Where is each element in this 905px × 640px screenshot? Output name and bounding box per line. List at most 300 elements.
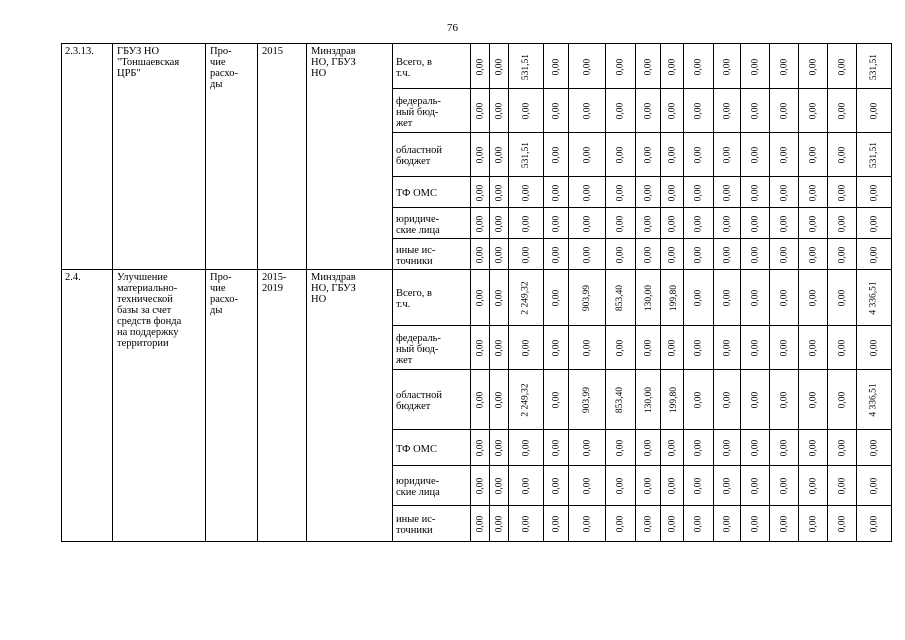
- value-text: 0,00: [494, 477, 504, 495]
- value-cell: [471, 208, 490, 239]
- value-cell: [799, 506, 828, 542]
- value-text: 0,00: [494, 215, 504, 232]
- value-text: 0,00: [808, 58, 818, 75]
- row-name: ГБУЗ НО "Тоншаевская ЦРБ": [113, 44, 206, 270]
- value-cell: [569, 133, 606, 177]
- value-text: 0,00: [722, 515, 732, 533]
- value-cell: [544, 270, 569, 326]
- value-text: 0,00: [808, 391, 818, 409]
- value-cell: [471, 177, 490, 208]
- value-cell: [857, 466, 892, 506]
- value-cell: [828, 89, 857, 133]
- value-cell: [606, 177, 636, 208]
- value-text: 0,00: [869, 102, 879, 120]
- value-text: 853,40: [615, 284, 626, 312]
- row-executor: Минздрав НО, ГБУЗ НО: [307, 44, 393, 270]
- value-text: 531,51: [521, 53, 531, 80]
- value-cell: [684, 177, 714, 208]
- value-text: 0,00: [779, 58, 789, 75]
- value-cell: [471, 133, 490, 177]
- funding-source-label: Всего, в т.ч.: [393, 270, 471, 326]
- value-text: 0,00: [693, 58, 704, 75]
- value-cell: [569, 370, 606, 430]
- value-text: 0,00: [475, 391, 485, 409]
- value-cell: [606, 326, 636, 370]
- value-cell: [857, 44, 892, 89]
- value-text: 0,00: [693, 515, 704, 533]
- value-text: 0,00: [722, 102, 732, 120]
- value-text: 0,00: [722, 391, 732, 409]
- value-cell: [606, 430, 636, 466]
- value-text: 853,40: [615, 386, 626, 414]
- funding-source-label: юридиче- ские лица: [393, 466, 471, 506]
- value-cell: [741, 370, 770, 430]
- value-text: 0,00: [667, 439, 677, 457]
- value-text: 0,00: [643, 515, 653, 533]
- value-cell: [684, 239, 714, 270]
- value-text: 0,00: [808, 439, 818, 457]
- value-cell: [544, 89, 569, 133]
- value-text: 0,00: [750, 58, 760, 75]
- value-cell: [799, 44, 828, 89]
- value-text: 0,00: [779, 477, 789, 495]
- value-text: 130,00: [644, 386, 655, 414]
- value-text: 0,00: [551, 289, 561, 307]
- value-cell: [714, 506, 741, 542]
- value-text: 0,00: [667, 184, 677, 201]
- value-text: 0,00: [615, 102, 626, 120]
- value-text: 0,00: [551, 58, 561, 75]
- funding-source-label: иные ис- точники: [393, 239, 471, 270]
- value-cell: [828, 239, 857, 270]
- value-text: 0,00: [643, 58, 653, 75]
- value-text: 0,00: [582, 339, 592, 357]
- value-text: 0,00: [750, 215, 760, 232]
- value-cell: [471, 430, 490, 466]
- value-cell: [828, 270, 857, 326]
- value-cell: [636, 44, 661, 89]
- value-text: 903,99: [582, 284, 592, 312]
- value-text: 4 336,51: [869, 281, 879, 315]
- value-text: 0,00: [722, 289, 732, 307]
- value-cell: [569, 89, 606, 133]
- value-text: 0,00: [643, 146, 653, 164]
- value-cell: [714, 466, 741, 506]
- value-text: 0,00: [837, 146, 847, 164]
- value-cell: [799, 270, 828, 326]
- value-text: 0,00: [779, 184, 789, 201]
- funding-source-label: юридиче- ские лица: [393, 208, 471, 239]
- value-cell: [770, 326, 799, 370]
- budget-table: [61, 43, 892, 542]
- value-cell: [857, 239, 892, 270]
- value-cell: [569, 239, 606, 270]
- value-cell: [741, 89, 770, 133]
- expense-type: Про- чие расхо- ды: [206, 44, 258, 270]
- value-cell: [661, 466, 684, 506]
- value-cell: [661, 208, 684, 239]
- value-cell: [770, 177, 799, 208]
- value-text: 0,00: [551, 339, 561, 357]
- value-text: 0,00: [643, 102, 653, 120]
- value-cell: [661, 326, 684, 370]
- value-text: 4 336,51: [869, 383, 879, 417]
- value-cell: [770, 44, 799, 89]
- value-text: 0,00: [582, 102, 592, 120]
- value-text: 0,00: [643, 339, 653, 357]
- value-text: 0,00: [494, 102, 504, 120]
- value-text: 0,00: [667, 215, 677, 232]
- value-cell: [544, 466, 569, 506]
- value-cell: [799, 239, 828, 270]
- value-text: 0,00: [837, 391, 847, 409]
- value-cell: [661, 44, 684, 89]
- value-cell: [606, 270, 636, 326]
- value-text: 0,00: [667, 102, 677, 120]
- value-cell: [569, 430, 606, 466]
- value-cell: [857, 133, 892, 177]
- value-text: 0,00: [693, 102, 704, 120]
- value-cell: [661, 370, 684, 430]
- value-text: 0,00: [521, 215, 531, 232]
- value-cell: [490, 466, 509, 506]
- value-text: 199,80: [669, 386, 680, 414]
- value-cell: [544, 430, 569, 466]
- funding-source-label: областной бюджет: [393, 370, 471, 430]
- value-cell: [569, 177, 606, 208]
- value-text: 0,00: [667, 246, 677, 263]
- value-text: 0,00: [521, 102, 531, 120]
- value-text: 0,00: [779, 391, 789, 409]
- value-cell: [490, 239, 509, 270]
- value-text: 0,00: [779, 439, 789, 457]
- value-text: 903,99: [582, 386, 592, 414]
- value-cell: [544, 208, 569, 239]
- value-cell: [636, 370, 661, 430]
- value-cell: [544, 506, 569, 542]
- value-cell: [684, 326, 714, 370]
- value-text: 0,00: [475, 515, 485, 533]
- value-cell: [714, 177, 741, 208]
- value-text: 0,00: [808, 246, 818, 263]
- value-text: 0,00: [750, 289, 760, 307]
- value-text: 0,00: [722, 184, 732, 201]
- value-text: 0,00: [693, 246, 704, 263]
- value-cell: [509, 270, 544, 326]
- value-text: 0,00: [779, 339, 789, 357]
- value-text: 0,00: [475, 215, 485, 232]
- table-row: [62, 270, 892, 326]
- value-text: 0,00: [722, 215, 732, 232]
- value-text: 0,00: [494, 146, 504, 164]
- value-text: 0,00: [808, 215, 818, 232]
- value-text: 0,00: [779, 215, 789, 232]
- value-cell: [544, 133, 569, 177]
- value-text: 0,00: [693, 439, 704, 457]
- value-text: 0,00: [750, 515, 760, 533]
- value-text: 0,00: [779, 515, 789, 533]
- value-cell: [741, 326, 770, 370]
- value-text: 0,00: [615, 339, 626, 357]
- value-text: 0,00: [582, 477, 592, 495]
- value-cell: [661, 270, 684, 326]
- value-text: 0,00: [643, 215, 653, 232]
- value-text: 0,00: [615, 439, 626, 457]
- value-text: 0,00: [750, 439, 760, 457]
- value-text: 0,00: [582, 58, 592, 75]
- value-cell: [857, 430, 892, 466]
- value-text: 130,00: [644, 284, 655, 312]
- value-cell: [857, 506, 892, 542]
- value-text: 0,00: [722, 246, 732, 263]
- value-text: 531,51: [521, 141, 531, 169]
- value-cell: [828, 177, 857, 208]
- value-cell: [684, 89, 714, 133]
- value-text: 0,00: [779, 246, 789, 263]
- value-cell: [606, 208, 636, 239]
- value-text: 0,00: [494, 58, 504, 75]
- value-text: 0,00: [808, 146, 818, 164]
- value-text: 0,00: [494, 246, 504, 263]
- value-cell: [770, 430, 799, 466]
- row-name: Улучшение материально- технической базы за счет средств фонда на поддержку территории: [113, 270, 206, 542]
- row-code: 2.3.13.: [62, 44, 113, 270]
- value-cell: [857, 177, 892, 208]
- value-text: 0,00: [494, 339, 504, 357]
- value-cell: [714, 44, 741, 89]
- value-cell: [490, 44, 509, 89]
- value-text: 0,00: [551, 146, 561, 164]
- value-text: 0,00: [837, 515, 847, 533]
- value-text: 0,00: [667, 477, 677, 495]
- value-cell: [799, 133, 828, 177]
- value-cell: [799, 326, 828, 370]
- value-cell: [799, 466, 828, 506]
- value-text: 0,00: [551, 477, 561, 495]
- value-cell: [770, 89, 799, 133]
- value-text: 0,00: [837, 439, 847, 457]
- value-cell: [606, 89, 636, 133]
- value-text: 0,00: [869, 184, 879, 201]
- value-cell: [714, 239, 741, 270]
- value-cell: [857, 326, 892, 370]
- value-cell: [509, 208, 544, 239]
- expense-type: Про- чие расхо- ды: [206, 270, 258, 542]
- value-cell: [799, 430, 828, 466]
- value-cell: [509, 326, 544, 370]
- value-text: 0,00: [667, 58, 677, 75]
- funding-source-label: ТФ ОМС: [393, 177, 471, 208]
- value-cell: [471, 239, 490, 270]
- value-text: 0,00: [521, 477, 531, 495]
- value-cell: [471, 44, 490, 89]
- funding-source-label: ТФ ОМС: [393, 430, 471, 466]
- value-text: 0,00: [475, 289, 485, 307]
- value-cell: [471, 270, 490, 326]
- value-text: 0,00: [808, 477, 818, 495]
- value-text: 0,00: [837, 58, 847, 75]
- value-text: 0,00: [722, 477, 732, 495]
- value-text: 0,00: [722, 58, 732, 75]
- value-cell: [569, 326, 606, 370]
- page-number: 76: [447, 22, 458, 34]
- value-cell: [606, 44, 636, 89]
- value-cell: [684, 430, 714, 466]
- value-cell: [544, 44, 569, 89]
- value-text: 0,00: [693, 289, 704, 307]
- value-text: 0,00: [837, 289, 847, 307]
- value-text: 0,00: [693, 215, 704, 232]
- value-cell: [509, 89, 544, 133]
- value-cell: [509, 430, 544, 466]
- value-cell: [569, 270, 606, 326]
- row-years: 2015: [258, 44, 307, 270]
- value-text: 0,00: [837, 215, 847, 232]
- value-text: 0,00: [521, 339, 531, 357]
- value-cell: [770, 466, 799, 506]
- value-cell: [606, 506, 636, 542]
- value-cell: [661, 89, 684, 133]
- value-cell: [471, 466, 490, 506]
- value-cell: [569, 208, 606, 239]
- value-text: 0,00: [475, 184, 485, 201]
- value-cell: [606, 133, 636, 177]
- value-text: 0,00: [667, 339, 677, 357]
- value-text: 0,00: [722, 439, 732, 457]
- row-executor: Минздрав НО, ГБУЗ НО: [307, 270, 393, 542]
- value-cell: [509, 239, 544, 270]
- value-cell: [509, 177, 544, 208]
- value-text: 0,00: [494, 391, 504, 409]
- value-cell: [471, 326, 490, 370]
- value-cell: [714, 133, 741, 177]
- value-cell: [684, 466, 714, 506]
- value-cell: [490, 208, 509, 239]
- value-text: 0,00: [722, 339, 732, 357]
- value-text: 0,00: [643, 246, 653, 263]
- value-text: 0,00: [551, 439, 561, 457]
- value-text: 0,00: [475, 477, 485, 495]
- value-text: 0,00: [582, 184, 592, 201]
- funding-source-label: федераль- ный бюд- жет: [393, 326, 471, 370]
- value-text: 0,00: [582, 515, 592, 533]
- value-cell: [714, 89, 741, 133]
- value-cell: [741, 133, 770, 177]
- value-text: 0,00: [643, 184, 653, 201]
- value-text: 0,00: [837, 477, 847, 495]
- value-cell: [684, 506, 714, 542]
- value-text: 0,00: [869, 477, 879, 495]
- value-text: 0,00: [475, 102, 485, 120]
- value-cell: [741, 44, 770, 89]
- table-row: [62, 44, 892, 89]
- value-text: 0,00: [582, 146, 592, 164]
- value-text: 0,00: [869, 339, 879, 357]
- value-cell: [799, 89, 828, 133]
- value-text: 0,00: [750, 146, 760, 164]
- value-text: 0,00: [869, 515, 879, 533]
- row-years: 2015- 2019: [258, 270, 307, 542]
- value-cell: [471, 506, 490, 542]
- value-cell: [770, 370, 799, 430]
- value-text: 0,00: [693, 146, 704, 164]
- value-cell: [490, 370, 509, 430]
- value-cell: [828, 506, 857, 542]
- value-text: 531,51: [869, 53, 879, 80]
- value-cell: [770, 270, 799, 326]
- value-text: 531,51: [869, 141, 879, 169]
- value-cell: [509, 133, 544, 177]
- value-cell: [799, 208, 828, 239]
- value-cell: [770, 239, 799, 270]
- value-cell: [741, 466, 770, 506]
- value-text: 0,00: [615, 477, 626, 495]
- value-cell: [661, 177, 684, 208]
- value-text: 0,00: [667, 515, 677, 533]
- value-text: 0,00: [551, 102, 561, 120]
- value-cell: [606, 239, 636, 270]
- value-cell: [490, 89, 509, 133]
- value-text: 0,00: [475, 146, 485, 164]
- value-cell: [471, 89, 490, 133]
- value-text: 0,00: [837, 339, 847, 357]
- value-cell: [544, 326, 569, 370]
- value-cell: [828, 133, 857, 177]
- value-cell: [544, 239, 569, 270]
- value-cell: [636, 239, 661, 270]
- value-cell: [714, 208, 741, 239]
- value-text: 0,00: [693, 391, 704, 409]
- value-cell: [636, 177, 661, 208]
- value-text: 0,00: [750, 391, 760, 409]
- value-text: 0,00: [615, 58, 626, 75]
- value-text: 0,00: [808, 289, 818, 307]
- value-cell: [684, 208, 714, 239]
- funding-source-label: Всего, в т.ч.: [393, 44, 471, 89]
- value-text: 0,00: [551, 515, 561, 533]
- value-text: 0,00: [750, 184, 760, 201]
- value-text: 0,00: [494, 184, 504, 201]
- value-text: 0,00: [615, 215, 626, 232]
- value-cell: [741, 239, 770, 270]
- value-cell: [509, 370, 544, 430]
- value-text: 0,00: [808, 339, 818, 357]
- value-cell: [544, 177, 569, 208]
- value-cell: [857, 270, 892, 326]
- value-cell: [490, 326, 509, 370]
- value-cell: [684, 370, 714, 430]
- row-code: 2.4.: [62, 270, 113, 542]
- value-cell: [606, 370, 636, 430]
- value-cell: [799, 370, 828, 430]
- value-text: 0,00: [667, 146, 677, 164]
- value-text: 0,00: [837, 184, 847, 201]
- value-cell: [636, 326, 661, 370]
- value-text: 0,00: [475, 58, 485, 75]
- value-cell: [569, 44, 606, 89]
- value-text: 0,00: [869, 246, 879, 263]
- value-text: 0,00: [750, 477, 760, 495]
- value-text: 0,00: [693, 184, 704, 201]
- value-text: 0,00: [779, 146, 789, 164]
- value-cell: [490, 270, 509, 326]
- value-cell: [857, 208, 892, 239]
- value-cell: [471, 370, 490, 430]
- value-cell: [509, 44, 544, 89]
- value-text: 0,00: [615, 515, 626, 533]
- value-text: 0,00: [779, 102, 789, 120]
- value-cell: [828, 430, 857, 466]
